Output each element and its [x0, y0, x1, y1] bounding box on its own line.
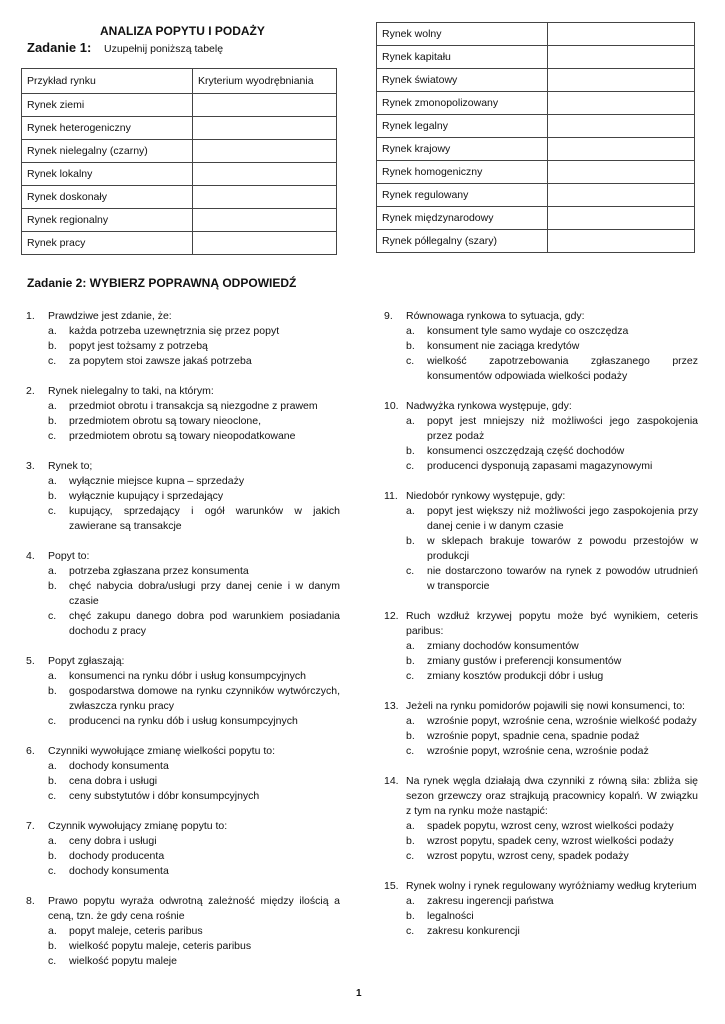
answer-option[interactable] [384, 354, 698, 384]
criterion-blank-cell[interactable] [548, 184, 695, 207]
answer-letter: a. [406, 895, 415, 907]
table-row [22, 232, 337, 255]
market-name-cell: Rynek krajowy [377, 138, 548, 161]
answer-option[interactable] [384, 729, 698, 744]
answer-option[interactable] [26, 834, 340, 849]
answer-text: wielkość popytu maleje, ceteris paribus [69, 940, 252, 952]
answer-letter: b. [406, 535, 415, 547]
answer-option[interactable] [384, 564, 698, 594]
answer-option[interactable] [384, 669, 698, 684]
answer-option[interactable] [26, 684, 340, 714]
question-text: Rynek nielegalny to taki, na którym: [48, 385, 214, 397]
answer-option[interactable] [26, 579, 340, 609]
answer-text: przedmiot obrotu i transakcja są niezgodne z prawem [69, 400, 318, 412]
answer-letter: b. [406, 910, 415, 922]
answer-text: wyłącznie kupujący i sprzedający [69, 490, 224, 502]
table-row [377, 115, 695, 138]
answer-option[interactable] [384, 714, 698, 729]
question [384, 489, 698, 594]
question-text: Nadwyżka rynkowa występuje, gdy: [406, 400, 572, 412]
question-number: 3. [26, 460, 35, 472]
answer-letter: a. [406, 325, 415, 337]
question-number: 12. [384, 610, 399, 622]
question-number: 4. [26, 550, 35, 562]
answer-letter: a. [48, 670, 57, 682]
table-row [22, 117, 337, 140]
page-number: 1 [356, 988, 362, 999]
question [384, 309, 698, 384]
answer-option[interactable] [384, 909, 698, 924]
answer-option[interactable] [384, 894, 698, 909]
answer-text: dochody producenta [69, 850, 165, 862]
question-row [384, 774, 698, 819]
answer-option[interactable] [26, 924, 340, 939]
question-text: Prawo popytu wyraża odwrotną zależność między ilością a ceną, tzn. że gdy cena rośnie [48, 895, 340, 922]
answer-option[interactable] [384, 324, 698, 339]
answer-option[interactable] [384, 459, 698, 474]
question-text: Rynek to; [48, 460, 93, 472]
criterion-blank-cell[interactable] [548, 138, 695, 161]
answer-option[interactable] [26, 669, 340, 684]
answer-option[interactable] [26, 789, 340, 804]
task1-heading: Zadanie 1: [27, 40, 92, 55]
answer-option[interactable] [26, 954, 340, 969]
criterion-blank-cell[interactable] [548, 161, 695, 184]
market-name-cell: Rynek legalny [377, 115, 548, 138]
answer-letter: b. [48, 850, 57, 862]
answer-text: chęć nabycia dobra/usługi przy danej cenie i w danym czasie [69, 580, 340, 607]
criterion-blank-cell[interactable] [548, 230, 695, 253]
market-name-cell: Rynek regionalny [22, 209, 193, 232]
answer-letter: c. [406, 925, 415, 937]
answer-option[interactable] [384, 654, 698, 669]
answer-letter: a. [48, 400, 57, 412]
answer-text: nie dostarczono towarów na rynek z powodów utrudnień w transporcie [427, 565, 698, 592]
question-number: 1. [26, 310, 35, 322]
market-name-cell: Rynek międzynarodowy [377, 207, 548, 230]
answer-text: producenci dysponują zapasami magazynowymi [427, 460, 653, 472]
table-row [377, 230, 695, 253]
answer-text: producenci na rynku dób i usług konsumpcyjnych [69, 715, 298, 727]
criterion-blank-cell[interactable] [548, 46, 695, 69]
answer-text: popyt jest tożsamy z potrzebą [69, 340, 208, 352]
market-table-left [21, 68, 337, 255]
table-row [22, 186, 337, 209]
criterion-blank-cell[interactable] [193, 94, 337, 117]
answer-letter: c. [48, 790, 57, 802]
question-number: 13. [384, 700, 399, 712]
table-header-row [22, 69, 337, 94]
header-cell-criterion: Kryterium wyodrębniania [193, 69, 337, 94]
question-number: 6. [26, 745, 35, 757]
answer-text: konsument nie zaciąga kredytów [427, 340, 580, 352]
question-text: Jeżeli na rynku pomidorów pojawili się nowi konsumenci, to: [406, 700, 685, 712]
answer-option[interactable] [26, 939, 340, 954]
answer-letter: c. [406, 850, 415, 862]
question-row [384, 489, 698, 504]
answer-letter: a. [406, 820, 415, 832]
market-name-cell: Rynek nielegalny (czarny) [22, 140, 193, 163]
answer-option[interactable] [26, 864, 340, 879]
answer-text: wielkość zapotrzebowania zgłaszanego przez konsumentów odpowiada wielkości podaży [427, 355, 698, 382]
answer-text: popyt jest mniejszy niż możliwości jego zaspokojenia przez podaż [427, 415, 698, 442]
question-text: Niedobór rynkowy występuje, gdy: [406, 490, 566, 502]
market-name-cell: Rynek półlegalny (szary) [377, 230, 548, 253]
answer-letter: c. [48, 430, 57, 442]
answer-letter: a. [48, 760, 57, 772]
criterion-blank-cell[interactable] [193, 186, 337, 209]
answer-option[interactable] [26, 714, 340, 729]
answer-text: wzrośnie popyt, spadnie cena, spadnie podaż [427, 730, 640, 742]
answer-letter: a. [406, 505, 415, 517]
answer-letter: c. [48, 610, 57, 622]
answer-text: przedmiotem obrotu są towary nieoclone, [69, 415, 262, 427]
criterion-blank-cell[interactable] [548, 69, 695, 92]
criterion-blank-cell[interactable] [193, 209, 337, 232]
answer-letter: b. [48, 775, 57, 787]
answer-option[interactable] [384, 414, 698, 444]
answer-text: ceny dobra i usługi [69, 835, 157, 847]
task2-heading: Zadanie 2: WYBIERZ POPRAWNĄ ODPOWIEDŹ [27, 276, 297, 290]
answer-option[interactable] [26, 339, 340, 354]
market-name-cell: Rynek regulowany [377, 184, 548, 207]
answer-text: wzrost popytu, wzrost ceny, spadek podaży [427, 850, 629, 862]
question-number: 10. [384, 400, 399, 412]
question [26, 459, 340, 534]
answer-letter: a. [406, 715, 415, 727]
answer-option[interactable] [26, 609, 340, 639]
table-row [22, 163, 337, 186]
answer-text: zmiany kosztów produkcji dóbr i usług [427, 670, 604, 682]
answer-text: legalności [427, 910, 474, 922]
table-row [377, 92, 695, 115]
answer-text: spadek popytu, wzrost ceny, wzrost wielkości podaży [427, 820, 674, 832]
header-cell-example: Przykład rynku [22, 69, 193, 94]
task1-instruction: Uzupełnij poniższą tabelę [104, 43, 224, 55]
answer-text: popyt maleje, ceteris paribus [69, 925, 203, 937]
answer-option[interactable] [26, 849, 340, 864]
answer-text: wyłącznie miejsce kupna – sprzedaży [69, 475, 245, 487]
questions-left-column [26, 309, 340, 984]
question [26, 384, 340, 444]
criterion-blank-cell[interactable] [548, 207, 695, 230]
question-text: Popyt zgłaszają: [48, 655, 125, 667]
answer-option[interactable] [384, 639, 698, 654]
answer-option[interactable] [384, 444, 698, 459]
answer-option[interactable] [26, 489, 340, 504]
answer-letter: c. [406, 670, 415, 682]
question-text: Na rynek węgla działają dwa czynniki z równą siła: zbliża się sezon grzewczy oraz strajkują pracownicy kopalń. W związku z tym na rynku może nastąpić: [406, 775, 698, 817]
answer-text: potrzeba zgłaszana przez konsumenta [69, 565, 249, 577]
answer-option[interactable] [26, 474, 340, 489]
question-row [26, 384, 340, 399]
answer-text: dochody konsumenta [69, 760, 169, 772]
answer-letter: c. [48, 355, 57, 367]
question-number: 8. [26, 895, 35, 907]
answer-text: chęć zakupu danego dobra pod warunkiem posiadania dochodu z pracy [69, 610, 340, 637]
answer-option[interactable] [384, 834, 698, 849]
answer-option[interactable] [26, 759, 340, 774]
criterion-blank-cell[interactable] [193, 232, 337, 255]
answer-text: za popytem stoi zawsze jakaś potrzeba [69, 355, 252, 367]
answer-letter: b. [48, 490, 57, 502]
table-row [377, 207, 695, 230]
question-number: 14. [384, 775, 399, 787]
answer-letter: a. [406, 415, 415, 427]
answer-letter: a. [406, 640, 415, 652]
question-number: 7. [26, 820, 35, 832]
market-name-cell: Rynek zmonopolizowany [377, 92, 548, 115]
question-row [26, 654, 340, 669]
answer-text: cena dobra i usługi [69, 775, 158, 787]
question-text: Ruch wzdłuż krzywej popytu może być wynikiem, ceteris paribus: [406, 610, 698, 637]
question-row [26, 819, 340, 834]
answer-option[interactable] [26, 354, 340, 369]
answer-letter: b. [406, 655, 415, 667]
answer-letter: b. [406, 340, 415, 352]
market-name-cell: Rynek doskonały [22, 186, 193, 209]
answer-text: konsumenci oszczędzają część dochodów [427, 445, 625, 457]
answer-letter: b. [48, 415, 57, 427]
question-number: 9. [384, 310, 393, 322]
market-name-cell: Rynek kapitału [377, 46, 548, 69]
question-row [384, 309, 698, 324]
table-row [377, 46, 695, 69]
question-number: 5. [26, 655, 35, 667]
answer-letter: a. [48, 925, 57, 937]
answer-option[interactable] [384, 744, 698, 759]
answer-text: zmiany dochodów konsumentów [427, 640, 579, 652]
answer-option[interactable] [26, 564, 340, 579]
answer-text: kupujący, sprzedający i ogół warunków w jakich zawierane są transakcje [69, 505, 340, 532]
answer-text: wzrośnie popyt, wzrośnie cena, wzrośnie podaż [427, 745, 649, 757]
table-row [377, 138, 695, 161]
answer-letter: a. [48, 475, 57, 487]
answer-text: dochody konsumenta [69, 865, 169, 877]
question [26, 894, 340, 969]
market-name-cell: Rynek homogeniczny [377, 161, 548, 184]
table-row [22, 140, 337, 163]
answer-option[interactable] [384, 504, 698, 534]
answer-text: wielkość popytu maleje [69, 955, 177, 967]
question-row [26, 549, 340, 564]
question-row [384, 879, 698, 894]
answer-option[interactable] [384, 534, 698, 564]
question [26, 744, 340, 804]
answer-text: konsumenci na rynku dóbr i usług konsumpcyjnych [69, 670, 306, 682]
market-name-cell: Rynek wolny [377, 23, 548, 46]
criterion-blank-cell[interactable] [548, 115, 695, 138]
question-text: Równowaga rynkowa to sytuacja, gdy: [406, 310, 585, 322]
question-row [384, 699, 698, 714]
answer-text: w sklepach brakuje towarów z powodu przestojów w produkcji [427, 535, 698, 562]
table-row [377, 23, 695, 46]
answer-letter: b. [48, 685, 57, 697]
question-number: 2. [26, 385, 35, 397]
answer-text: gospodarstwa domowe na rynku czynników wytwórczych, zwłaszcza rynku pracy [69, 685, 340, 712]
table-row [377, 69, 695, 92]
answer-option[interactable] [26, 774, 340, 789]
question [384, 879, 698, 939]
table-row [377, 184, 695, 207]
question-row [26, 459, 340, 474]
answer-option[interactable] [384, 924, 698, 939]
answer-letter: c. [406, 565, 415, 577]
answer-letter: b. [48, 580, 57, 592]
answer-letter: b. [406, 730, 415, 742]
question-row [26, 744, 340, 759]
market-name-cell: Rynek heterogeniczny [22, 117, 193, 140]
market-name-cell: Rynek lokalny [22, 163, 193, 186]
question [26, 819, 340, 879]
answer-letter: c. [406, 745, 415, 757]
answer-option[interactable] [26, 324, 340, 339]
answer-text: zakresu konkurencji [427, 925, 520, 937]
answer-letter: c. [48, 865, 57, 877]
answer-letter: c. [48, 715, 57, 727]
question-number: 11. [384, 490, 398, 502]
criterion-blank-cell[interactable] [548, 23, 695, 46]
table-row [22, 94, 337, 117]
answer-text: konsument tyle samo wydaje co oszczędza [427, 325, 629, 337]
market-name-cell: Rynek światowy [377, 69, 548, 92]
question [384, 609, 698, 684]
question-row [26, 894, 340, 924]
answer-text: wzrośnie popyt, wzrośnie cena, wzrośnie wielkość podaży [427, 715, 697, 727]
answer-option[interactable] [26, 429, 340, 444]
question-row [26, 309, 340, 324]
answer-option[interactable] [384, 849, 698, 864]
question [384, 699, 698, 759]
question [26, 309, 340, 369]
question-text: Rynek wolny i rynek regulowany wyróżniamy według kryterium [406, 880, 697, 892]
criterion-blank-cell[interactable] [548, 92, 695, 115]
market-name-cell: Rynek pracy [22, 232, 193, 255]
question [384, 399, 698, 474]
answer-text: popyt jest większy niż możliwości jego zaspokojenia przy danej cenie i w danym czasie [427, 505, 698, 532]
answer-text: przedmiotem obrotu są towary nieopodatkowane [69, 430, 296, 442]
page-title: ANALIZA POPYTU I PODAŻY [100, 24, 265, 38]
question-row [384, 609, 698, 639]
question [384, 774, 698, 864]
questions-right-column [384, 309, 698, 954]
question-text: Popyt to: [48, 550, 90, 562]
table-row [22, 209, 337, 232]
criterion-blank-cell[interactable] [193, 117, 337, 140]
question [26, 654, 340, 729]
answer-letter: b. [406, 445, 415, 457]
question-number: 15. [384, 880, 399, 892]
answer-letter: c. [48, 505, 57, 517]
answer-letter: a. [48, 325, 57, 337]
question-text: Czynniki wywołujące zmianę wielkości popytu to: [48, 745, 276, 757]
answer-letter: a. [48, 835, 57, 847]
answer-option[interactable] [26, 399, 340, 414]
question-row [384, 399, 698, 414]
answer-option[interactable] [26, 414, 340, 429]
criterion-blank-cell[interactable] [193, 140, 337, 163]
market-table-right [376, 22, 695, 253]
answer-letter: c. [48, 955, 57, 967]
question-text: Prawdziwe jest zdanie, że: [48, 310, 172, 322]
market-name-cell: Rynek ziemi [22, 94, 193, 117]
answer-letter: a. [48, 565, 57, 577]
answer-letter: b. [406, 835, 415, 847]
criterion-blank-cell[interactable] [193, 163, 337, 186]
answer-letter: c. [406, 355, 415, 367]
answer-option[interactable] [384, 339, 698, 354]
table-row [377, 161, 695, 184]
question-text: Czynnik wywołujący zmianę popytu to: [48, 820, 228, 832]
answer-letter: b. [48, 940, 57, 952]
question [26, 549, 340, 639]
answer-option[interactable] [26, 504, 340, 534]
answer-text: wzrost popytu, spadek ceny, wzrost wielkości podaży [427, 835, 674, 847]
answer-option[interactable] [384, 819, 698, 834]
answer-text: zmiany gustów i preferencji konsumentów [427, 655, 622, 667]
answer-text: każda potrzeba uzewnętrznia się przez popyt [69, 325, 280, 337]
answer-letter: b. [48, 340, 57, 352]
answer-text: zakresu ingerencji państwa [427, 895, 554, 907]
answer-letter: c. [406, 460, 415, 472]
answer-text: ceny substytutów i dóbr konsumpcyjnych [69, 790, 260, 802]
